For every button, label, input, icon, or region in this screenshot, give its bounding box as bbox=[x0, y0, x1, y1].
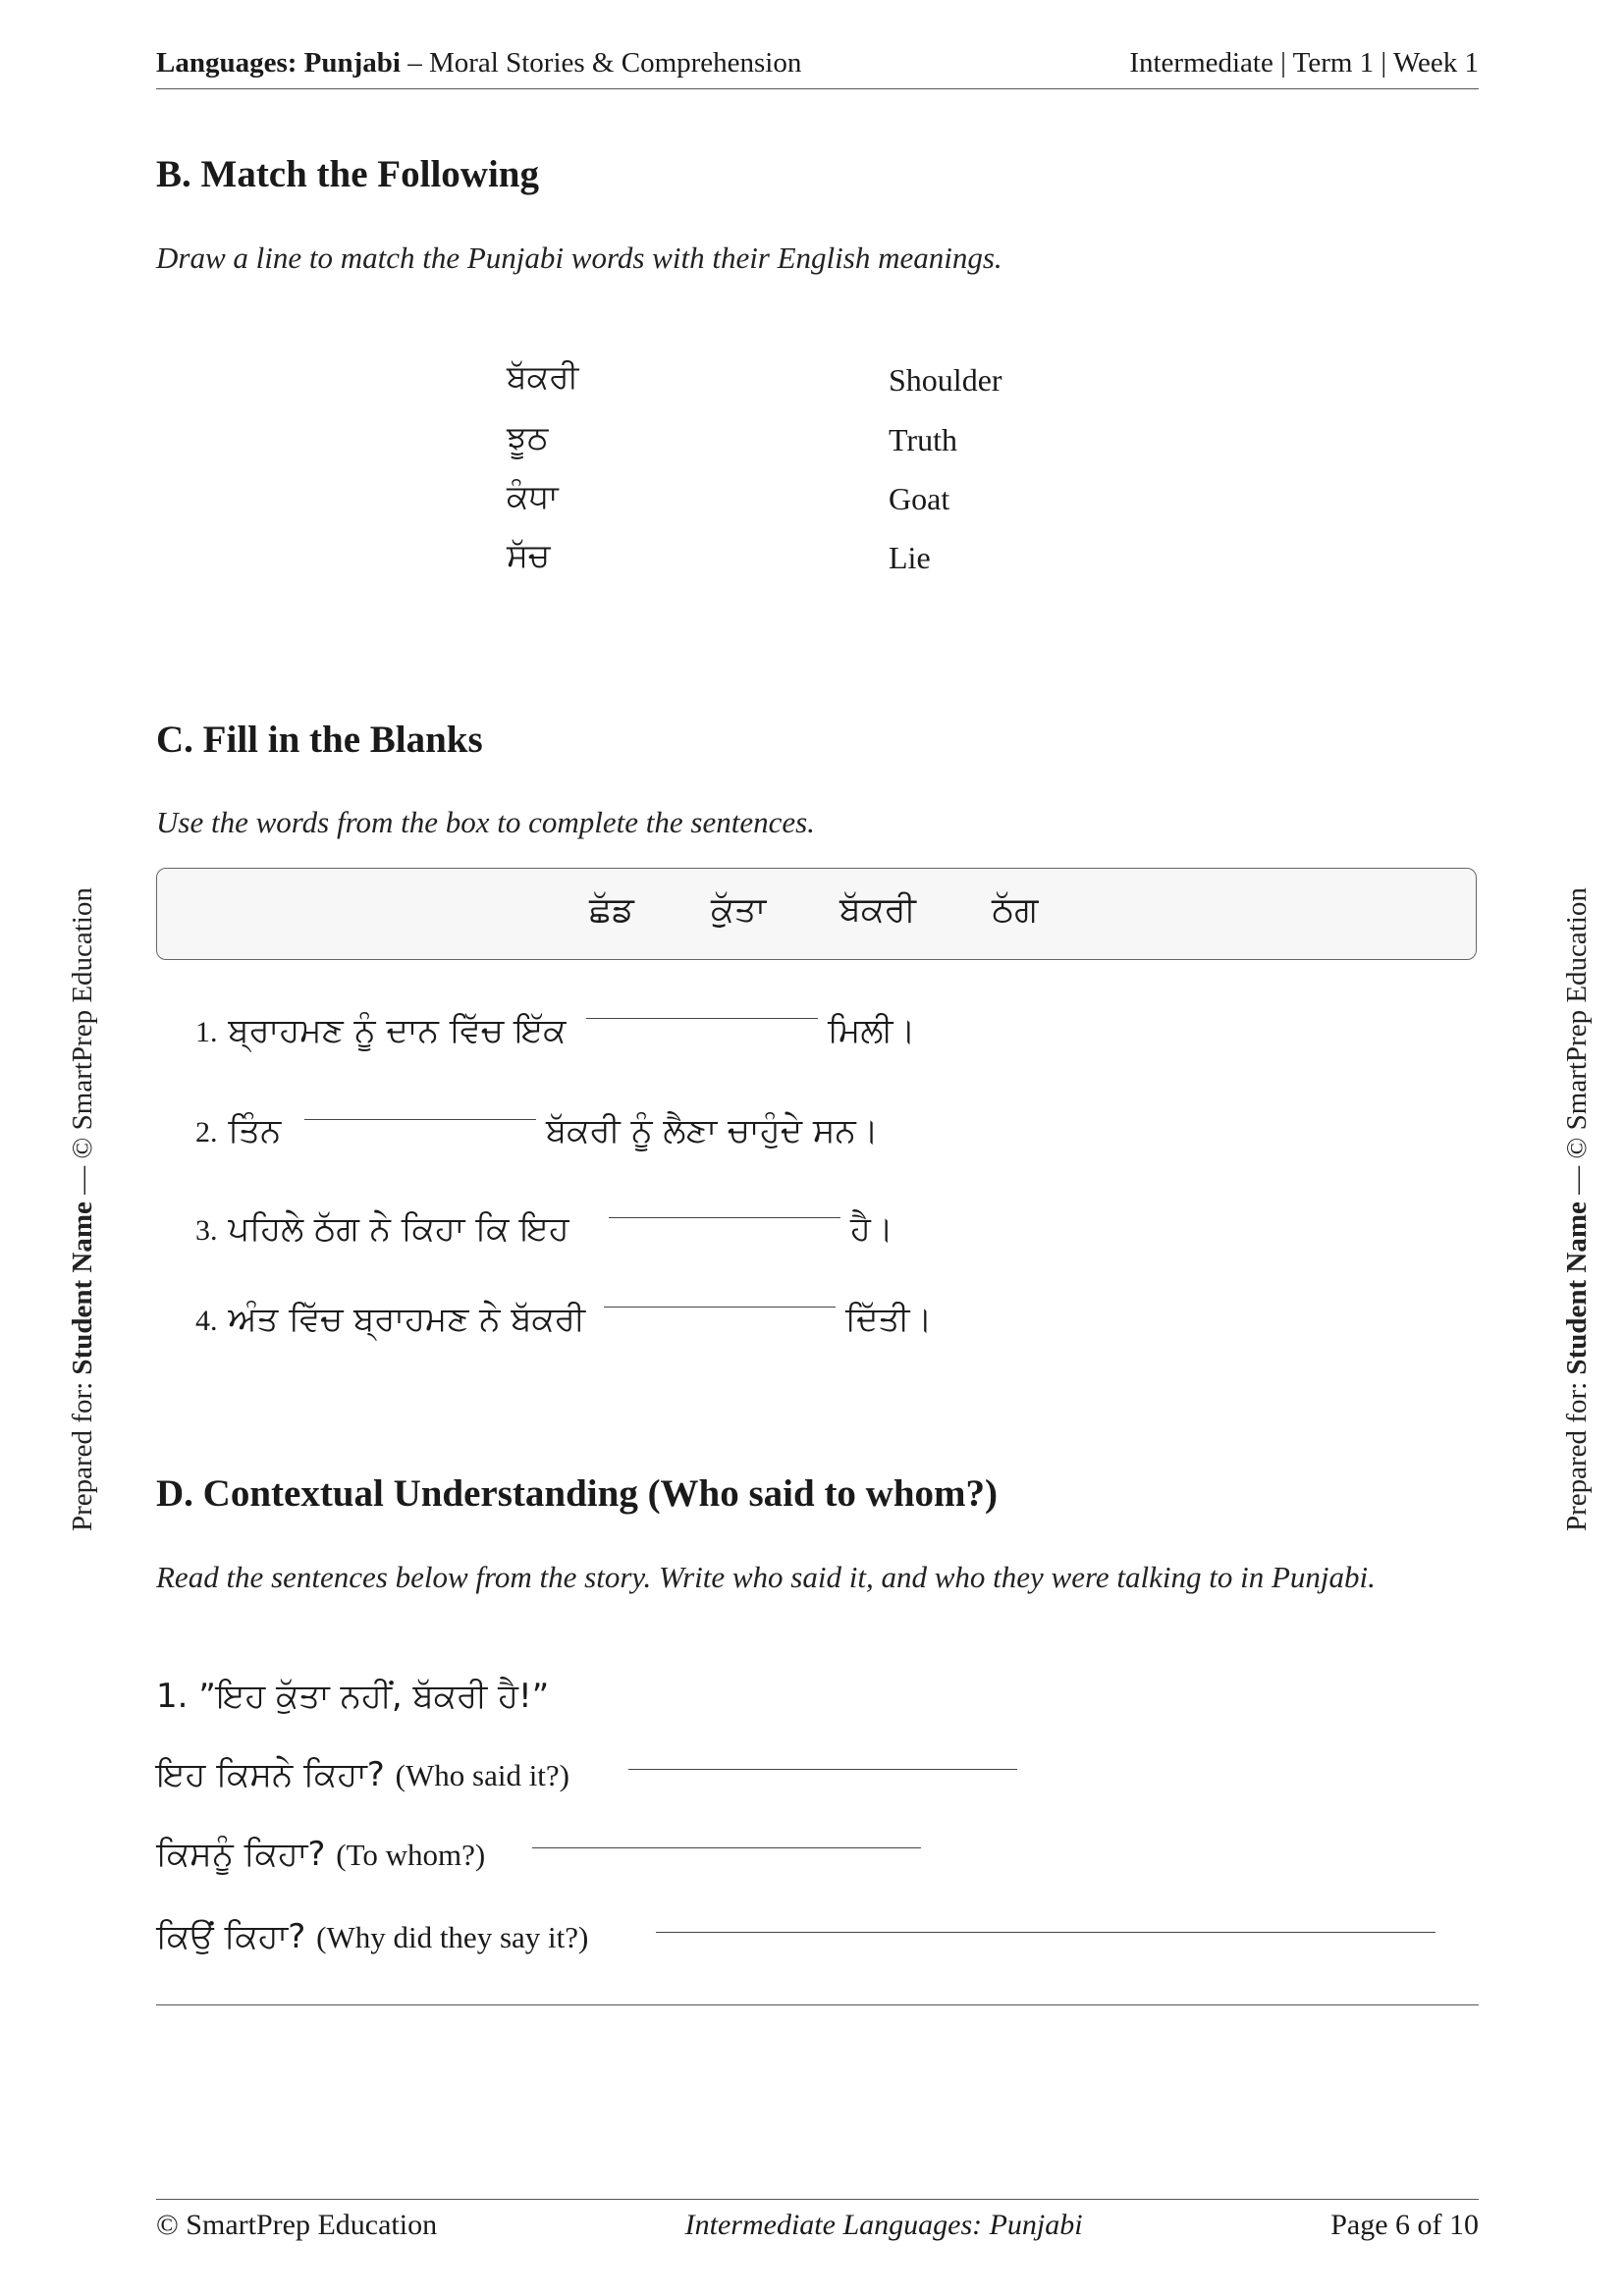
fill-text-after: ਹੈ। bbox=[850, 1209, 893, 1249]
answer-line-why[interactable] bbox=[656, 1932, 1435, 1933]
section-d-title: D. Contextual Understanding (Who said to whom?) bbox=[156, 1472, 999, 1515]
side-student-name: Student Name bbox=[1561, 1201, 1593, 1375]
fill-text-after: ਬੱਕਰੀ ਨੂੰ ਲੈਣਾ ਚਾਹੁੰਦੇ ਸਨ। bbox=[546, 1111, 879, 1150]
page-footer bbox=[156, 2209, 1479, 2242]
match-punjabi-2: ਝੂਠ bbox=[507, 418, 549, 456]
match-punjabi-3: ਕੰਧਾ bbox=[507, 477, 559, 515]
fill-blank-1[interactable] bbox=[586, 1018, 818, 1019]
match-english-1: Shoulder bbox=[889, 362, 1002, 398]
fill-blank-2[interactable] bbox=[304, 1119, 536, 1120]
fill-text-before: ਪਹਿਲੇ ਠੱਗ ਨੇ ਕਿਹਾ ਕਿ ਇਹ bbox=[228, 1209, 569, 1249]
word-box-item-3: ਬੱਕਰੀ bbox=[839, 890, 916, 930]
side-suffix: — © SmartPrep Education bbox=[67, 887, 98, 1202]
header-rule bbox=[156, 88, 1479, 89]
answer-line-who[interactable] bbox=[628, 1769, 1017, 1770]
question-punjabi: ਕਿਸਨੂੰ ਕਿਹਾ? bbox=[156, 1835, 326, 1874]
side-prefix: Prepared for: bbox=[67, 1374, 98, 1531]
section-end-rule bbox=[156, 2004, 1479, 2005]
match-english-4: Lie bbox=[889, 540, 931, 575]
answer-line-whom[interactable] bbox=[532, 1847, 921, 1848]
page-header bbox=[156, 47, 1479, 86]
context-question-whom bbox=[156, 1835, 485, 1874]
fill-text-before: ਅੰਤ ਵਿੱਚ ਬ੍ਰਾਹਮਣ ਨੇ ਬੱਕਰੀ bbox=[228, 1300, 586, 1339]
section-b-title: B. Match the Following bbox=[156, 153, 539, 195]
context-question-who bbox=[156, 1755, 569, 1794]
word-box-item-1: ਛੱਡ bbox=[589, 890, 634, 930]
fill-blank-3[interactable] bbox=[609, 1217, 840, 1218]
fill-text-after: ਦਿੱਤੀ। bbox=[845, 1300, 933, 1339]
word-box-item-4: ਠੱਗ bbox=[992, 890, 1039, 930]
fill-text-before: ਤਿੰਨ bbox=[228, 1111, 282, 1150]
fill-text-after: ਮਿਲੀ। bbox=[828, 1011, 916, 1050]
context-quote: 1. ”ਇਹ ਕੁੱਤਾ ਨਹੀਂ, ਬੱਕਰੀ ਹੈ!” bbox=[156, 1677, 550, 1716]
word-box-item-2: ਕੁੱਤਾ bbox=[711, 890, 767, 930]
header-subject bbox=[156, 47, 801, 80]
fill-sentence-4 bbox=[195, 1300, 585, 1339]
match-punjabi-4: ਸੱਚ bbox=[507, 536, 551, 574]
footer-copyright: © SmartPrep Education bbox=[156, 2209, 438, 2241]
side-suffix: — © SmartPrep Education bbox=[1561, 887, 1593, 1202]
fill-sentence-2 bbox=[195, 1111, 281, 1150]
question-english: (Why did they say it?) bbox=[316, 1920, 589, 1954]
section-d-instruction: Read the sentences below from the story. Write who said it, and who they were talking to in Punjabi. bbox=[156, 1560, 1376, 1594]
question-punjabi: ਕਿਉਂ ਕਿਹਾ? bbox=[156, 1917, 306, 1956]
question-english: (To whom?) bbox=[336, 1838, 486, 1872]
word-box bbox=[156, 868, 1477, 960]
fill-number: 3. bbox=[195, 1214, 218, 1247]
fill-sentence-3 bbox=[195, 1209, 569, 1249]
section-c-title: C. Fill in the Blanks bbox=[156, 719, 483, 761]
section-b-instruction: Draw a line to match the Punjabi words with their English meanings. bbox=[156, 240, 1002, 275]
match-english-2: Truth bbox=[889, 422, 957, 457]
header-subject-bold: Languages: Punjabi bbox=[156, 47, 401, 79]
footer-course: Intermediate Languages: Punjabi bbox=[684, 2209, 1083, 2241]
fill-number: 4. bbox=[195, 1305, 218, 1337]
match-punjabi-1: ਬੱਕਰੀ bbox=[507, 357, 579, 396]
side-student-name: Student Name bbox=[67, 1201, 98, 1375]
question-punjabi: ਇਹ ਕਿਸਨੇ ਕਿਹਾ? bbox=[156, 1755, 385, 1794]
side-label-left bbox=[67, 887, 99, 1531]
fill-number: 2. bbox=[195, 1116, 218, 1148]
header-level: Intermediate | Term 1 | Week 1 bbox=[1129, 47, 1479, 79]
context-question-why bbox=[156, 1917, 588, 1956]
question-english: (Who said it?) bbox=[395, 1758, 569, 1792]
match-english-3: Goat bbox=[889, 481, 950, 516]
fill-blank-4[interactable] bbox=[604, 1307, 836, 1308]
side-prefix: Prepared for: bbox=[1561, 1374, 1593, 1531]
footer-page-number: Page 6 of 10 bbox=[1330, 2209, 1479, 2241]
footer-rule bbox=[156, 2199, 1479, 2200]
fill-number: 1. bbox=[195, 1016, 218, 1048]
header-subject-rest: – Moral Stories & Comprehension bbox=[400, 47, 802, 79]
section-c-instruction: Use the words from the box to complete the sentences. bbox=[156, 805, 815, 839]
side-label-right bbox=[1561, 887, 1594, 1531]
fill-sentence-1 bbox=[195, 1011, 566, 1050]
fill-text-before: ਬ੍ਰਾਹਮਣ ਨੂੰ ਦਾਨ ਵਿੱਚ ਇੱਕ bbox=[228, 1011, 567, 1050]
